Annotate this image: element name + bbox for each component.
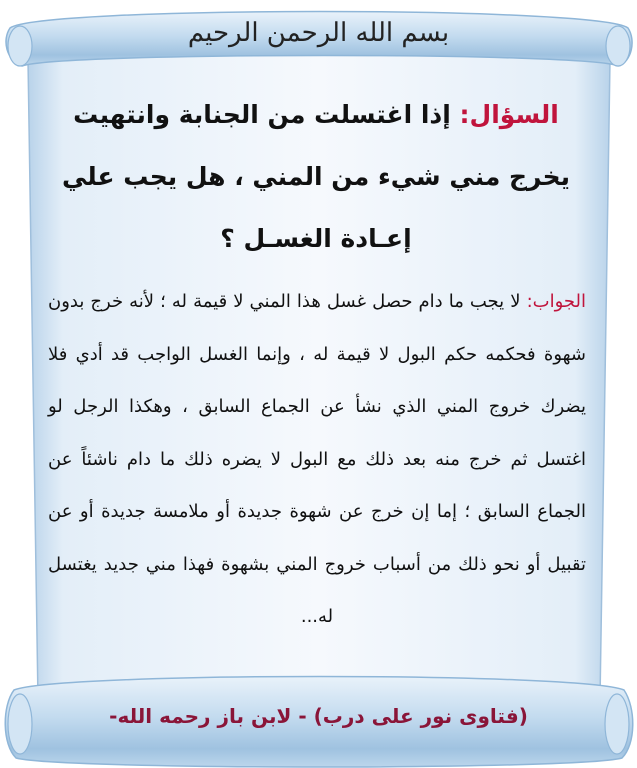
question-label: السؤال: <box>459 100 559 129</box>
question-block <box>40 84 592 270</box>
answer-label: الجواب: <box>526 291 586 312</box>
source-citation: (فتاوى نور على درب) - لابن باز رحمه الله- <box>109 704 528 728</box>
question-text: إذا اغتسلت من الجنابة وانتهيت يخرج مني شيء من المني ، هل يجب علي إعـادة الغسـل ؟ <box>61 100 571 253</box>
bismillah-calligraphy: بسم الله الرحمن الرحيم <box>187 18 450 48</box>
answer-text: لا يجب ما دام حصل غسل هذا المني لا قيمة له ؛ لأنه خرج بدون شهوة فحكمه حكم البول لا قيمة له ، وإنما الغسل الواجب قد أدي فلا يضرك خروج المني الذي نشأ عن الجماع السابق ، وهكذا الرجل لو اغتسل ثم خرج منه بعد ذلك مع البول لا يضره ذلك ما دام ناشئاً عن الجماع السابق ؛ إما إن خرج عن شهوة جديدة أو ملامسة جديدة أو عن تقبيل أو نحو ذلك من أسباب خروج المني بشهوة فهذا مني جديد يغتسل له... <box>48 291 586 627</box>
answer-block <box>48 276 586 644</box>
